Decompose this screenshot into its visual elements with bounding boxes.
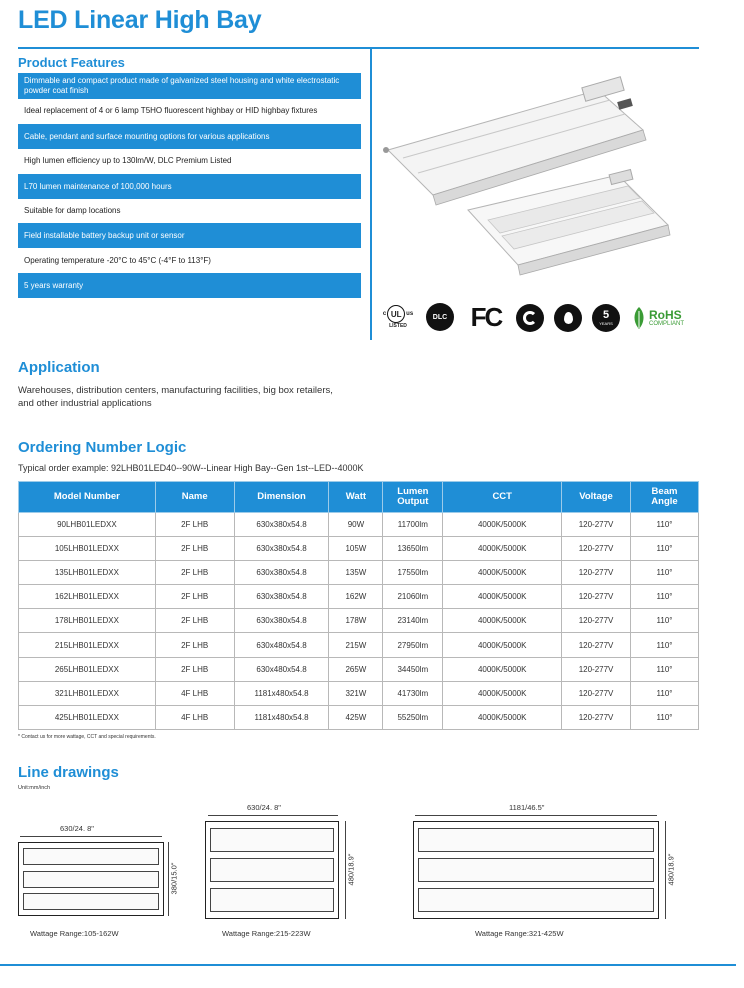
cell-name: 2F LHB [155,537,234,561]
drawing-3 [413,803,683,921]
ul-circle-mark: UL [387,305,405,323]
drawing-3-range: Wattage Range:321-425W [475,929,564,938]
cell-voltage: 120-277V [562,513,631,537]
cell-dimension: 630x480x54.8 [234,657,329,681]
drawing-3-width-dimline [415,815,657,816]
drawing-2-slat [210,858,334,882]
feature-item: Suitable for damp locations [18,199,361,223]
cell-watt: 265W [329,657,383,681]
table-row [19,681,699,705]
cell-lumen: 41730lm [383,681,443,705]
cell-beam: 110° [630,537,698,561]
cell-dimension: 1181x480x54.8 [234,705,329,729]
feature-item: Cable, pendant and surface mounting options for various applications [18,124,361,149]
cell-watt: 162W [329,585,383,609]
warranty-5-years-icon [592,304,620,332]
cell-cct: 4000K/5000K [443,681,562,705]
drawing-3-slat [418,888,654,912]
cell-watt: 425W [329,705,383,729]
ordering-example: Typical order example: 92LHB01LED40--90W--Linear High Bay--Gen 1st--LED--4000K [18,463,364,473]
cell-cct: 4000K/5000K [443,609,562,633]
drawing-2 [205,803,365,921]
col-header-watt: Watt [329,482,383,513]
cell-model: 90LHB01LEDXX [19,513,156,537]
cell-dimension: 630x380x54.8 [234,537,329,561]
cell-watt: 215W [329,633,383,657]
table-row [19,537,699,561]
cell-voltage: 120-277V [562,537,631,561]
cell-name: 2F LHB [155,609,234,633]
cell-voltage: 120-277V [562,705,631,729]
cell-lumen: 27950lm [383,633,443,657]
ordering-table [18,481,699,730]
rohs-leaf-icon [632,306,646,330]
cell-model: 321LHB01LEDXX [19,681,156,705]
drawings-heading: Line drawings [18,764,119,781]
drawing-1-slat [23,871,159,888]
table-row [19,705,699,729]
cell-model: 425LHB01LEDXX [19,705,156,729]
drawing-3-fixture [413,821,659,919]
cell-watt: 105W [329,537,383,561]
cell-beam: 110° [630,609,698,633]
drawing-1-width-label: 630/24. 8" [60,824,94,833]
feature-item: 5 years warranty [18,273,361,298]
cell-watt: 135W [329,561,383,585]
cell-dimension: 630x480x54.8 [234,633,329,657]
col-header-name: Name [155,482,234,513]
col-header-lumen: Lumen Output [383,482,443,513]
cell-name: 2F LHB [155,513,234,537]
ul-us-mark: us [406,311,414,317]
product-photo [378,70,698,290]
cell-name: 2F LHB [155,657,234,681]
drawings-unit: Unit:mm/inch [18,785,51,791]
cell-beam: 110° [630,681,698,705]
ordering-note: * Contact us for more wattage, CCT and special requirements. [18,734,156,740]
cell-model: 162LHB01LEDXX [19,585,156,609]
cell-dimension: 630x380x54.8 [234,561,329,585]
cell-lumen: 55250lm [383,705,443,729]
warranty-number: 5 [602,309,610,321]
ul-listed-text: LISTED [389,323,407,329]
cell-lumen: 17550lm [383,561,443,585]
feature-item: Dimmable and compact product made of galvanized steel housing and white electrostatic powder coat finish [18,73,361,99]
cell-name: 2F LHB [155,585,234,609]
drawing-2-slat [210,828,334,852]
cell-voltage: 120-277V [562,609,631,633]
cell-cct: 4000K/5000K [443,585,562,609]
cell-name: 4F LHB [155,681,234,705]
cell-name: 4F LHB [155,705,234,729]
drawing-3-height-label: 480/18.9" [666,853,676,886]
cell-cct: 4000K/5000K [443,537,562,561]
table-row [19,657,699,681]
cell-beam: 110° [630,585,698,609]
application-heading: Application [18,359,100,376]
table-header-row [19,482,699,513]
cell-model: 135LHB01LEDXX [19,561,156,585]
col-header-model: Model Number [19,482,156,513]
drawing-1-width-dimline [20,836,162,837]
cell-lumen: 21060lm [383,585,443,609]
drawing-3-slat [418,828,654,852]
cell-cct: 4000K/5000K [443,561,562,585]
damp-location-icon [554,304,582,332]
cell-watt: 321W [329,681,383,705]
dlc-text: DLC [432,313,448,321]
cell-beam: 110° [630,561,698,585]
cell-name: 2F LHB [155,633,234,657]
col-header-voltage: Voltage [562,482,631,513]
feature-item: Ideal replacement of 4 or 6 lamp T5HO fluorescent highbay or HID highbay fixtures [18,99,361,123]
drawing-1-fixture [18,842,164,916]
ul-c-mark: c [382,311,387,317]
cell-watt: 90W [329,513,383,537]
cell-cct: 4000K/5000K [443,657,562,681]
table-row [19,585,699,609]
col-header-dimension: Dimension [234,482,329,513]
page-title: LED Linear High Bay [18,6,262,34]
header-divider [18,47,699,49]
col-header-cct: CCT [443,482,562,513]
drawing-1 [18,824,178,920]
feature-item: L70 lumen maintenance of 100,000 hours [18,174,361,199]
cell-lumen: 13650lm [383,537,443,561]
cell-name: 2F LHB [155,561,234,585]
cell-voltage: 120-277V [562,657,631,681]
drawing-1-slat [23,848,159,865]
cell-dimension: 630x380x54.8 [234,609,329,633]
cell-voltage: 120-277V [562,585,631,609]
table-row [19,609,699,633]
table-row [19,561,699,585]
cell-voltage: 120-277V [562,633,631,657]
cell-dimension: 630x380x54.8 [234,513,329,537]
cell-beam: 110° [630,657,698,681]
drawing-2-fixture [205,821,339,919]
drawing-2-slat [210,888,334,912]
footer-divider [0,964,736,966]
fcc-icon [463,300,509,334]
drawing-1-height-label: 380/15.0" [169,862,179,895]
cell-model: 105LHB01LEDXX [19,537,156,561]
cell-model: 178LHB01LEDXX [19,609,156,633]
drawing-1-slat [23,893,159,910]
cell-dimension: 1181x480x54.8 [234,681,329,705]
application-text-line-2: and other industrial applications [18,398,152,409]
cell-lumen: 23140lm [383,609,443,633]
drawing-2-width-label: 630/24. 8" [247,803,281,812]
column-divider [370,47,372,340]
cell-dimension: 630x380x54.8 [234,585,329,609]
dlc-icon [426,303,454,331]
cell-cct: 4000K/5000K [443,705,562,729]
table-row [19,513,699,537]
features-heading: Product Features [18,55,125,70]
cell-model: 265LHB01LEDXX [19,657,156,681]
cell-model: 215LHB01LEDXX [19,633,156,657]
cell-beam: 110° [630,705,698,729]
cell-watt: 178W [329,609,383,633]
col-header-beam: Beam Angle [630,482,698,513]
fcc-text: FC [470,301,502,332]
feature-item: High lumen efficiency up to 130lm/W, DLC Premium Listed [18,149,361,173]
feature-item: Field installable battery backup unit or sensor [18,223,361,248]
drawing-1-range: Wattage Range:105-162W [30,929,119,938]
feature-item: Operating temperature -20°C to 45°C (-4°F to 113°F) [18,248,361,273]
application-text-line-1: Warehouses, distribution centers, manufacturing facilities, big box retailers, [18,385,333,396]
drawing-3-slat [418,858,654,882]
cell-voltage: 120-277V [562,561,631,585]
drawing-3-width-label: 1181/46.5" [509,803,545,812]
energy-icon [516,304,544,332]
drawing-2-range: Wattage Range:215-223W [222,929,311,938]
cell-cct: 4000K/5000K [443,633,562,657]
table-row [19,633,699,657]
rohs-sub-text: COMPLIANT [649,320,685,327]
cell-beam: 110° [630,513,698,537]
ul-listed-icon [378,300,418,334]
cell-beam: 110° [630,633,698,657]
cell-lumen: 11700lm [383,513,443,537]
cell-lumen: 34450lm [383,657,443,681]
rohs-icon [632,304,702,332]
warranty-unit: YEARS [599,321,613,326]
cell-voltage: 120-277V [562,681,631,705]
drawing-2-width-dimline [208,815,338,816]
drawing-2-height-label: 480/18.9" [346,853,356,886]
ordering-heading: Ordering Number Logic [18,439,187,456]
rohs-main-text: RoHS [649,307,682,322]
cell-cct: 4000K/5000K [443,513,562,537]
